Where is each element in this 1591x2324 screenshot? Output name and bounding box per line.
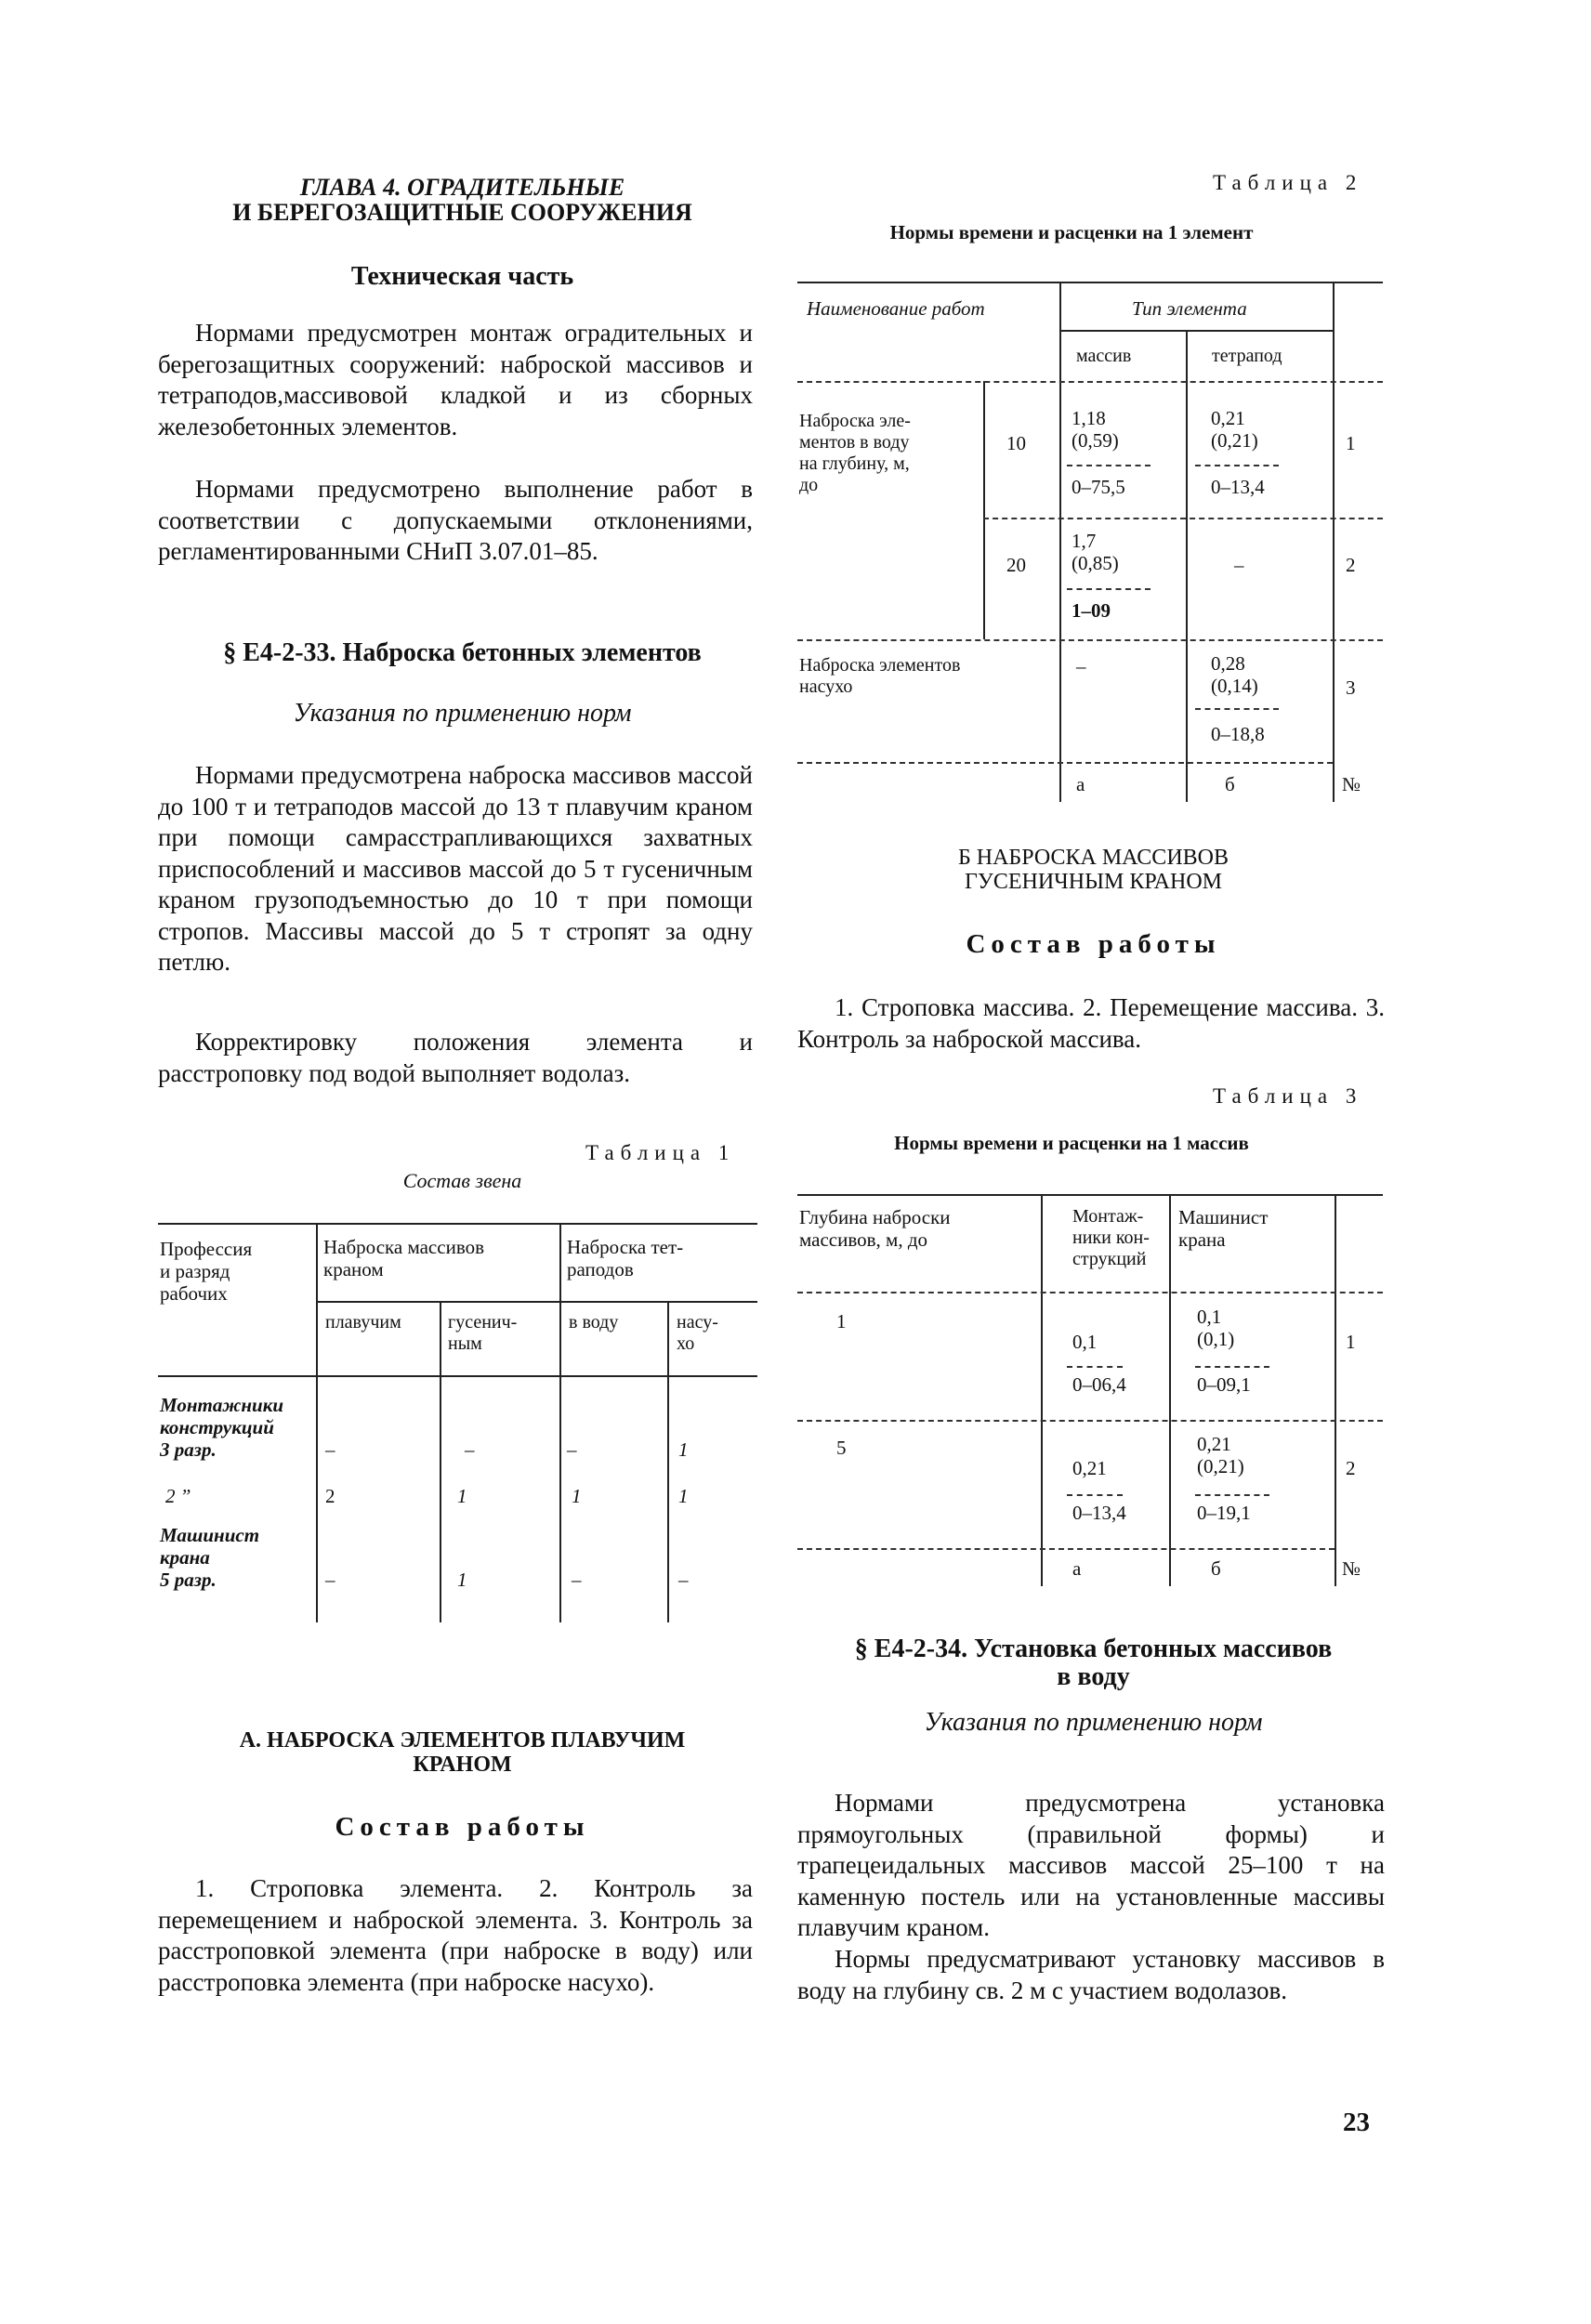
tech-part-heading: Техническая часть	[350, 262, 574, 291]
t2-footer-number: №	[1342, 773, 1361, 795]
table-3-label: Таблица 3	[1213, 1084, 1363, 1108]
t1-row3-c3: –	[572, 1569, 582, 1591]
t3-footer-number: №	[1342, 1557, 1361, 1580]
t2-row1-name: Наброска эле- ментов в воду на глубину, м, до	[799, 411, 911, 495]
t1-row2-c1: 2	[325, 1485, 335, 1507]
t2-footer-a: а	[1076, 773, 1085, 795]
t2-row2-number: 2	[1346, 554, 1356, 576]
t1-row3-c4: –	[678, 1569, 689, 1591]
t1-header-tetra: Наброска тет- раподов	[567, 1236, 684, 1280]
t1-header-profession: Профессия и разряд рабочих	[160, 1238, 253, 1305]
t2-row2-massiv-top: 1,7 (0,85)	[1072, 530, 1119, 574]
t3-row2-depth: 5	[836, 1437, 847, 1459]
norms-paragraph-8: Нормы предусматривают установку массивов в воду на глубину св. 2 м с участием водолазов.	[797, 1945, 1385, 2004]
t1-row1-c1: –	[325, 1438, 335, 1461]
t2-row1-number: 1	[1346, 432, 1356, 454]
t3-row2-mash-bottom: 0–19,1	[1197, 1502, 1251, 1524]
chapter-title-line2: И БЕРЕГОЗАЩИТНЫЕ СООРУЖЕНИЯ	[232, 199, 692, 226]
t2-row3-massiv: –	[1076, 655, 1086, 677]
chapter-title-line1: ГЛАВА 4. ОГРАДИТЕЛЬНЫЕ	[299, 174, 625, 201]
t2-row1-massiv-bottom: 0–75,5	[1072, 476, 1125, 498]
t3-row2-number: 2	[1346, 1457, 1356, 1479]
t2-header-tetrapod: тетрапод	[1212, 346, 1282, 366]
t2-row2-massiv-bottom: 1–09	[1072, 599, 1111, 622]
t2-row1-massiv-top: 1,18 (0,59)	[1072, 407, 1119, 452]
t1-row3-name: Машинист крана 5 разр.	[160, 1524, 260, 1591]
t1-row1-c2: –	[465, 1438, 475, 1461]
t1-row1-c4: 1	[678, 1438, 689, 1461]
t2-footer-b: б	[1225, 773, 1235, 795]
t3-row2-mash-top: 0,21 (0,21)	[1197, 1433, 1244, 1477]
section-e4-2-34-heading-line2: в воду	[1057, 1662, 1130, 1691]
t3-header-mash: Машинист крана	[1178, 1206, 1269, 1251]
t2-row3-tetrapod-top: 0,28 (0,14)	[1211, 652, 1258, 697]
norms-paragraph-7: Нормами предусмотрена установка прямоугольных (правильной формы) и трапецеидальных массивов массой 25–100 т на каменную постель или на установленные массивы плавучим краном.	[797, 1789, 1385, 1941]
t1-row2-c3: 1	[572, 1485, 582, 1507]
table-2-label: Таблица 2	[1213, 171, 1363, 194]
t1-row2-name: 2 ”	[165, 1485, 191, 1507]
t3-header-mont: Монтаж- ники кон- струкций	[1072, 1206, 1150, 1269]
t2-row2-tetrapod: –	[1234, 554, 1244, 576]
sub-b-heading-line1: Б НАБРОСКА МАССИВОВ	[957, 846, 1229, 870]
composition-heading-a: Состав работы	[335, 1812, 590, 1842]
t3-row1-mash-top: 0,1 (0,1)	[1197, 1306, 1235, 1350]
section-e4-2-34-heading-line1: § Е4-2-34. Установка бетонных массивов	[854, 1635, 1333, 1663]
t2-row1-tetrapod-top: 0,21 (0,21)	[1211, 407, 1258, 452]
table-1-caption: Состав звена	[402, 1169, 522, 1192]
sub-a-heading-line1: А. НАБРОСКА ЭЛЕМЕНТОВ ПЛАВУЧИМ	[239, 1728, 686, 1753]
section-e4-2-33-heading: § Е4-2-33. Наброска бетонных элементов	[223, 638, 702, 667]
t1-header-plav: плавучим	[325, 1312, 401, 1333]
t1-row1-name: Монтажники конструкций 3 разр.	[160, 1394, 284, 1461]
t2-row3-number: 3	[1346, 676, 1356, 699]
t1-header-nasu: насу- хо	[677, 1312, 718, 1354]
t3-footer-b: б	[1211, 1557, 1221, 1580]
t2-row1-depth: 10	[1006, 432, 1026, 454]
t2-row3-tetrapod-bottom: 0–18,8	[1211, 723, 1265, 745]
page-number: 23	[1343, 2107, 1370, 2137]
t1-header-voda: в воду	[569, 1312, 619, 1333]
t3-row1-mash-bottom: 0–09,1	[1197, 1373, 1251, 1396]
sub-b-heading-line2: ГУСЕНИЧНЫМ КРАНОМ	[964, 870, 1223, 894]
t3-header-depth: Глубина наброски массивов, м, до	[799, 1206, 951, 1251]
t1-row3-c1: –	[325, 1569, 335, 1591]
composition-paragraph-a: 1. Строповка элемента. 2. Контроль за перемещением и наброской элемента. 3. Контроль за расстроповкой элемента (при наброске в воду) или расстроповка элемента (при наброске насухо).	[158, 1874, 753, 1996]
t1-header-gus: гусенич- ным	[448, 1312, 518, 1354]
t1-row2-c4: 1	[678, 1485, 689, 1507]
norms-paragraph-4: Корректировку положения элемента и расстроповку под водой выполняет водолаз.	[158, 1028, 753, 1087]
t2-row1-tetrapod-bottom: 0–13,4	[1211, 476, 1265, 498]
t2-row2-depth: 20	[1006, 554, 1026, 576]
t3-row1-depth: 1	[836, 1310, 847, 1333]
composition-heading-b: Состав работы	[966, 929, 1221, 959]
table-1-label: Таблица 1	[585, 1141, 736, 1164]
t1-row1-c3: –	[567, 1438, 577, 1461]
t3-row1-mont-bottom: 0–06,4	[1072, 1373, 1126, 1396]
usage-heading-e33: Указания по применению норм	[293, 699, 632, 728]
norms-paragraph-3: Нормами предусмотрена наброска массивов массой до 100 т и тетраподов массой до 13 т плавучим краном при помощи самрасстрапливающихся захватных приспособлений и массивов массой до 5 т гусеничным краном грузоподъемностью до 10 т при помощи стропов. Массивы массой до 5 т стропят за одну петлю.	[158, 761, 753, 976]
t1-header-massiv: Наброска массивов краном	[323, 1236, 485, 1280]
table-2-caption: Нормы времени и расценки на 1 элемент	[889, 221, 1254, 243]
t1-row3-c2: 1	[457, 1569, 467, 1591]
t3-row2-mont-top: 0,21	[1072, 1457, 1107, 1479]
intro-paragraph-2: Нормами предусмотрено выполнение работ в соответствии с допускаемыми отклонениями, регламентированными СНиП 3.07.01–85.	[158, 475, 753, 565]
usage-heading-e34: Указания по применению норм	[924, 1708, 1263, 1737]
sub-a-heading-line2: КРАНОМ	[413, 1753, 512, 1777]
t2-header-massiv: массив	[1076, 346, 1132, 366]
t2-row3-name: Наброска элементов насухо	[799, 655, 961, 697]
t2-header-name: Наименование работ	[807, 297, 985, 320]
t3-row2-mont-bottom: 0–13,4	[1072, 1502, 1126, 1524]
t1-row2-c2: 1	[457, 1485, 467, 1507]
t3-row1-mont-top: 0,1	[1072, 1331, 1098, 1353]
intro-paragraph-1: Нормами предусмотрен монтаж оградительных и берегозащитных сооружений: наброской массивов и тетраподов,массивовой кладкой и из сборных железобетонных элементов.	[158, 319, 753, 440]
t3-row1-number: 1	[1346, 1331, 1356, 1353]
t2-header-type: Тип элемента	[1132, 297, 1247, 320]
table-3-caption: Нормы времени и расценки на 1 массив	[894, 1132, 1249, 1154]
composition-paragraph-b: 1. Строповка массива. 2. Перемещение массива. 3. Контроль за наброской массива.	[797, 993, 1385, 1053]
t3-footer-a: а	[1072, 1557, 1082, 1580]
